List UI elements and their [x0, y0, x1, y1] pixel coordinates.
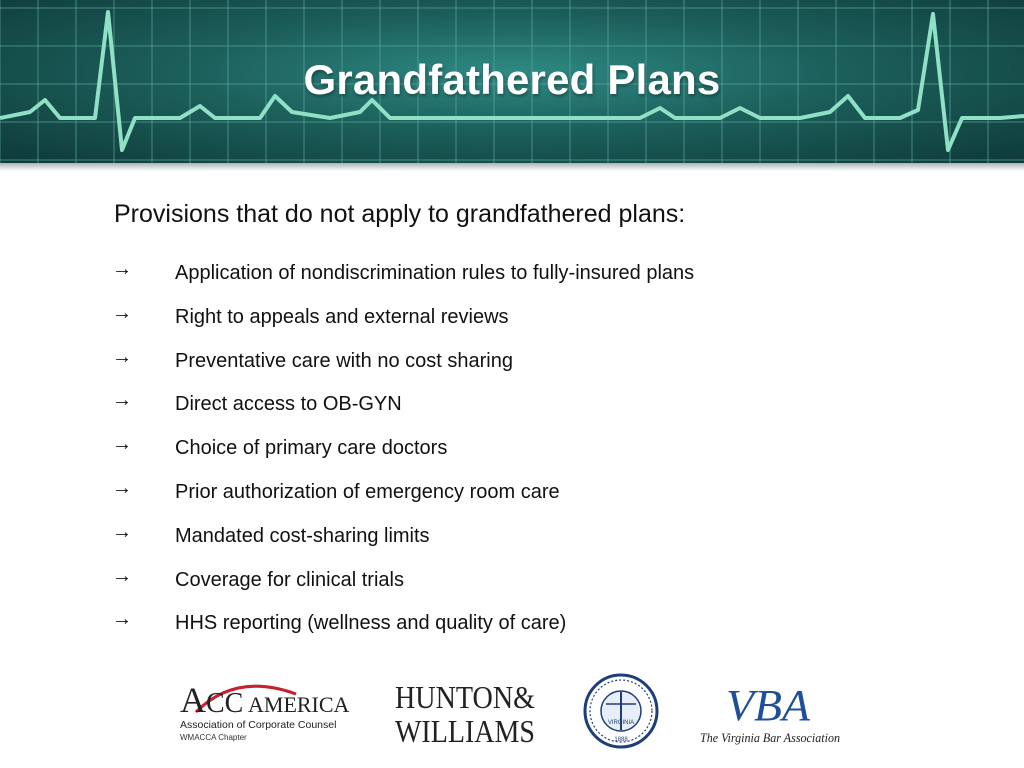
- arrow-icon: →: [112, 520, 132, 543]
- svg-text:The Virginia Bar Association: The Virginia Bar Association: [700, 730, 840, 745]
- sponsor-logos: [0, 672, 1024, 762]
- arrow-icon: →: [112, 476, 132, 499]
- svg-text:Association of Corporate Couns: Association of Corporate Counsel: [180, 719, 337, 731]
- arrow-icon: →: [112, 301, 132, 324]
- city-seal-logo: [582, 672, 660, 750]
- arrow-icon: →: [112, 608, 132, 631]
- svg-text:A: A: [180, 680, 206, 720]
- svg-text:HUNTON&: HUNTON&: [395, 679, 536, 715]
- hunton-williams-logo: [393, 672, 538, 748]
- header-banner: [0, 0, 1024, 163]
- arrow-icon: →: [112, 433, 132, 456]
- svg-text:VIRGINIA: VIRGINIA: [607, 720, 635, 726]
- svg-text:1888: 1888: [614, 737, 628, 743]
- arrow-icon: →: [112, 564, 132, 587]
- svg-text:WILLIAMS: WILLIAMS: [395, 713, 535, 749]
- arrow-icon: →: [112, 258, 132, 280]
- svg-text:CC: CC: [206, 688, 244, 719]
- svg-text:WMACCA Chapter: WMACCA Chapter: [180, 733, 247, 742]
- acc-america-logo: [176, 672, 361, 748]
- header-shadow: [0, 163, 1024, 171]
- intro-text: Provisions that do not apply to grandfathered plans:: [114, 200, 686, 228]
- svg-text:AMERICA: AMERICA: [248, 692, 350, 717]
- arrow-icon: →: [112, 345, 132, 368]
- arrow-icon: →: [112, 389, 132, 412]
- vba-logo: [698, 672, 843, 748]
- slide-title: Grandfathered Plans: [303, 56, 721, 103]
- svg-text:VBA: VBA: [726, 681, 812, 730]
